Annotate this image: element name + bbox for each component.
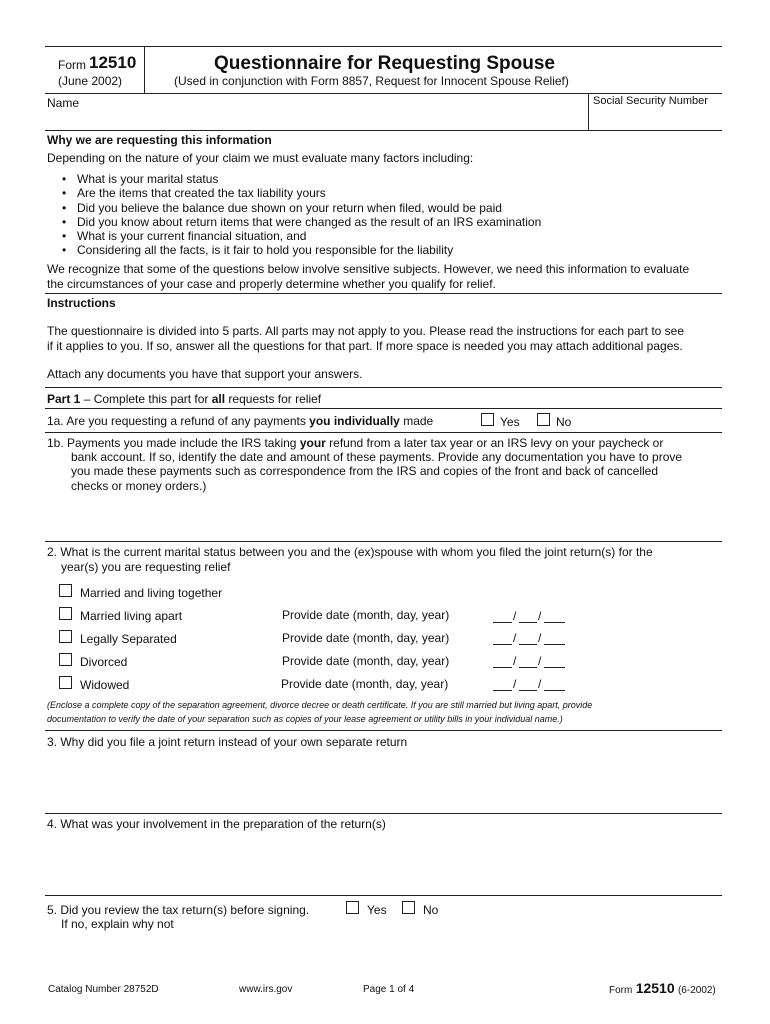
divorced-date-label: Provide date (month, day, year) [282,654,450,668]
instructions-para-2: if it applies to you. If so, answer all the questions for that part. If more space is needed you may attach additional pages. [47,339,683,353]
list-item: • What is your marital status [62,172,541,186]
q2-note-2: documentation to verify the date of your separation such as copies of your lease agreement or utility bills in your individual name.) [47,714,563,724]
form-label: Form [58,58,86,72]
married-apart-date-field[interactable]: / / [493,609,565,623]
q1b-answer-area[interactable] [45,496,722,540]
sensitive-note-2: the circumstances of your case and properly determine whether you qualify for relief. [47,277,496,291]
sensitive-note-1: We recognize that some of the questions below involve sensitive subjects. However, we need this information to evaluate [47,262,690,276]
form-number: 12510 [89,53,137,72]
q5-no-label: No [423,903,439,917]
list-item: • Are the items that created the tax liability yours [62,186,541,200]
married-apart-date-label: Provide date (month, day, year) [282,608,450,622]
page-subtitle: (Used in conjunction with Form 8857, Request for Innocent Spouse Relief) [174,74,569,88]
ssn-field[interactable] [589,94,722,130]
divorced-label: Divorced [80,655,128,669]
q3-answer-area[interactable] [45,752,722,812]
instructions-attach: Attach any documents you have that support your answers. [47,367,363,381]
q1a-text: 1a. Are you requesting a refund of any payments you individually made [47,414,434,428]
married-together-checkbox[interactable] [59,584,72,597]
instructions-heading: Instructions [47,296,116,310]
q3-text: 3. Why did you file a joint return instead of your own separate return [47,735,408,749]
widowed-checkbox[interactable] [59,676,72,689]
q1a-no-checkbox[interactable] [537,413,550,426]
page-number: Page 1 of 4 [363,984,415,995]
q1a-yes-checkbox[interactable] [481,413,494,426]
footer-form-id: Form 12510 (6-2002) [609,980,716,996]
instructions-para-1: The questionnaire is divided into 5 parts. All parts may not apply to you. Please read the instructions for each part to see [47,324,685,338]
q5-yes-label: Yes [367,903,387,917]
list-item: • Did you believe the balance due shown on your return when filed, would be paid [62,201,541,215]
q2-line-1: 2. What is the current marital status between you and the (ex)spouse with whom you filed the joint return(s) for the [47,545,653,559]
why-heading: Why we are requesting this information [47,133,272,147]
part1-text: – Complete this part for [80,392,212,406]
form-date: (June 2002) [58,74,123,88]
list-item: • Considering all the facts, is it fair to hold you responsible for the liability [62,243,541,257]
q1b-line-4: checks or money orders.) [71,479,207,493]
q2-line-2: year(s) you are requesting relief [61,560,231,574]
part1-text-end: requests for relief [225,392,322,406]
factor-list [62,172,541,258]
widowed-label: Widowed [80,678,130,692]
name-label: Name [47,96,80,110]
q5-yes-checkbox[interactable] [346,901,359,914]
q5-answer-area[interactable] [45,932,722,962]
part1-heading [47,392,321,406]
list-item: • Did you know about return items that were changed as the result of an IRS examination [62,215,541,229]
married-apart-label: Married living apart [80,609,183,623]
divorced-date-field[interactable]: / / [493,654,565,668]
ssn-label: Social Security Number [593,95,708,107]
q1a-yes-label: Yes [500,415,520,429]
list-item: • What is your current financial situation, and [62,229,541,243]
q1b-line-2: bank account. If so, identify the date and amount of these payments. Provide any documentation you have to prove [71,450,683,464]
legally-separated-date-field[interactable]: / / [493,631,565,645]
widowed-date-field[interactable]: / / [493,677,565,691]
catalog-number: Catalog Number 28752D [48,984,159,995]
part1-label: Part 1 [47,392,81,406]
divorced-checkbox[interactable] [59,653,72,666]
website: www.irs.gov [239,984,293,995]
part1-all: all [211,392,226,406]
name-field[interactable] [45,94,588,130]
page-title: Questionnaire for Requesting Spouse [214,53,555,74]
q1b-line-1: 1b. Payments you made include the IRS taking your refund from a later tax year or an IRS levy on your paycheck or [47,436,664,450]
legally-separated-date-label: Provide date (month, day, year) [282,631,450,645]
why-intro: Depending on the nature of your claim we must evaluate many factors including: [47,151,474,165]
married-apart-checkbox[interactable] [59,607,72,620]
q1b-line-3: you made these payments such as correspondence from the IRS and copies of the front and back of cancelled [71,464,659,478]
widowed-date-label: Provide date (month, day, year) [281,677,449,691]
legally-separated-label: Legally Separated [80,632,177,646]
q4-answer-area[interactable] [45,834,722,894]
q4-text: 4. What was your involvement in the preparation of the return(s) [47,817,386,831]
q5-line-2: If no, explain why not [61,917,174,931]
q5-line-1: 5. Did you review the tax return(s) before signing. [47,903,310,917]
legally-separated-checkbox[interactable] [59,630,72,643]
q1a-no-label: No [556,415,572,429]
q5-no-checkbox[interactable] [402,901,415,914]
married-together-label: Married and living together [80,586,223,600]
q2-note-1: (Enclose a complete copy of the separation agreement, divorce decree or death certificate. If you are still married but living apart, provide [47,700,593,710]
